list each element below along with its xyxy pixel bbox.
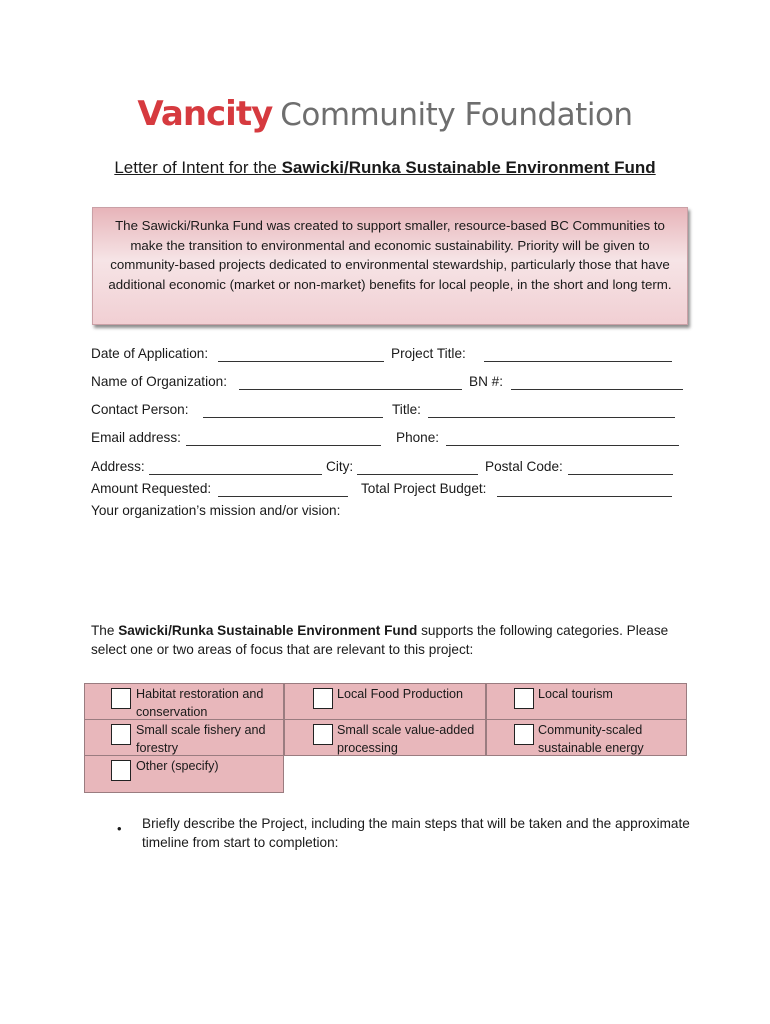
total-project-budget-label: Total Project Budget:	[361, 481, 487, 496]
title-fund-name: Sawicki/Runka Sustainable Environment Fund	[281, 158, 656, 177]
amount-requested-field[interactable]	[218, 496, 348, 497]
category-cell-local-food	[284, 683, 486, 720]
title-prefix: Letter of Intent for the	[114, 158, 282, 177]
city-field[interactable]	[357, 474, 478, 475]
habitat-label: Habitat restoration and conservation	[136, 687, 264, 719]
local-food-label: Local Food Production	[337, 687, 464, 701]
contact-person-field[interactable]	[203, 417, 383, 418]
phone-field[interactable]	[446, 445, 679, 446]
value-added-checkbox[interactable]	[313, 724, 333, 745]
bullet-icon: •	[117, 821, 122, 836]
other-label: Other (specify)	[136, 759, 219, 773]
intro-box: The Sawicki/Runka Fund was created to support smaller, resource-based BC Communities to make the transition to environmental and economic sustainability. Priority will be given to community-based projects dedicated to environmental stewardship, particularly those that have additional economic (market or non-market) benefits for local people, in the short and long term.	[92, 207, 688, 325]
vancity-logo	[0, 94, 770, 134]
title-label: Title:	[392, 402, 421, 417]
bn-field[interactable]	[511, 389, 683, 390]
project-description-prompt: Briefly describe the Project, including the main steps that will be taken and the approximate timeline from start to completion:	[142, 816, 690, 850]
fishery-checkbox[interactable]	[111, 724, 131, 745]
mission-label: Your organization’s mission and/or vision:	[91, 503, 341, 518]
bn-label: BN #:	[469, 374, 503, 389]
total-project-budget-field[interactable]	[497, 496, 672, 497]
energy-label: Community-scaled sustainable energy	[538, 723, 644, 755]
cats-intro-after: supports the following categories. Please select one or two areas of focus that are relevant to this project:	[91, 623, 669, 657]
date-of-application-label: Date of Application:	[91, 346, 209, 361]
fishery-label: Small scale fishery and forestry	[136, 723, 266, 755]
postal-code-field[interactable]	[568, 474, 673, 475]
habitat-checkbox[interactable]	[111, 688, 131, 709]
city-label: City:	[326, 459, 354, 474]
energy-checkbox[interactable]	[514, 724, 534, 745]
logo-brand: Vancity	[137, 94, 273, 134]
name-of-organization-label: Name of Organization:	[91, 374, 228, 389]
category-cell-local-tourism	[486, 683, 687, 720]
local-tourism-checkbox[interactable]	[514, 688, 534, 709]
address-label: Address:	[91, 459, 145, 474]
project-title-label: Project Title:	[391, 346, 466, 361]
category-cell-energy	[486, 719, 687, 756]
categories-intro	[91, 621, 691, 659]
categories-table	[84, 683, 687, 793]
project-title-field[interactable]	[484, 361, 672, 362]
amount-requested-label: Amount Requested:	[91, 481, 212, 496]
category-cell-habitat	[84, 683, 284, 720]
page-title	[0, 158, 770, 178]
postal-code-label: Postal Code:	[485, 459, 563, 474]
phone-label: Phone:	[396, 430, 440, 445]
contact-person-label: Contact Person:	[91, 402, 189, 417]
category-cell-value-added	[284, 719, 486, 756]
title-field[interactable]	[428, 417, 675, 418]
local-tourism-label: Local tourism	[538, 687, 613, 701]
other-checkbox[interactable]	[111, 760, 131, 781]
address-field[interactable]	[149, 474, 322, 475]
category-cell-fishery	[84, 719, 284, 756]
name-of-organization-field[interactable]	[239, 389, 462, 390]
local-food-checkbox[interactable]	[313, 688, 333, 709]
category-cell-other	[84, 755, 284, 793]
email-address-field[interactable]	[186, 445, 381, 446]
cats-intro-before: The	[91, 623, 119, 638]
logo-rest: Community Foundation	[280, 97, 633, 133]
cats-intro-fund-name: Sawicki/Runka Sustainable Environment Fund	[118, 623, 418, 638]
email-address-label: Email address:	[91, 430, 181, 445]
value-added-label: Small scale value-added processing	[337, 723, 475, 755]
date-of-application-field[interactable]	[218, 361, 384, 362]
